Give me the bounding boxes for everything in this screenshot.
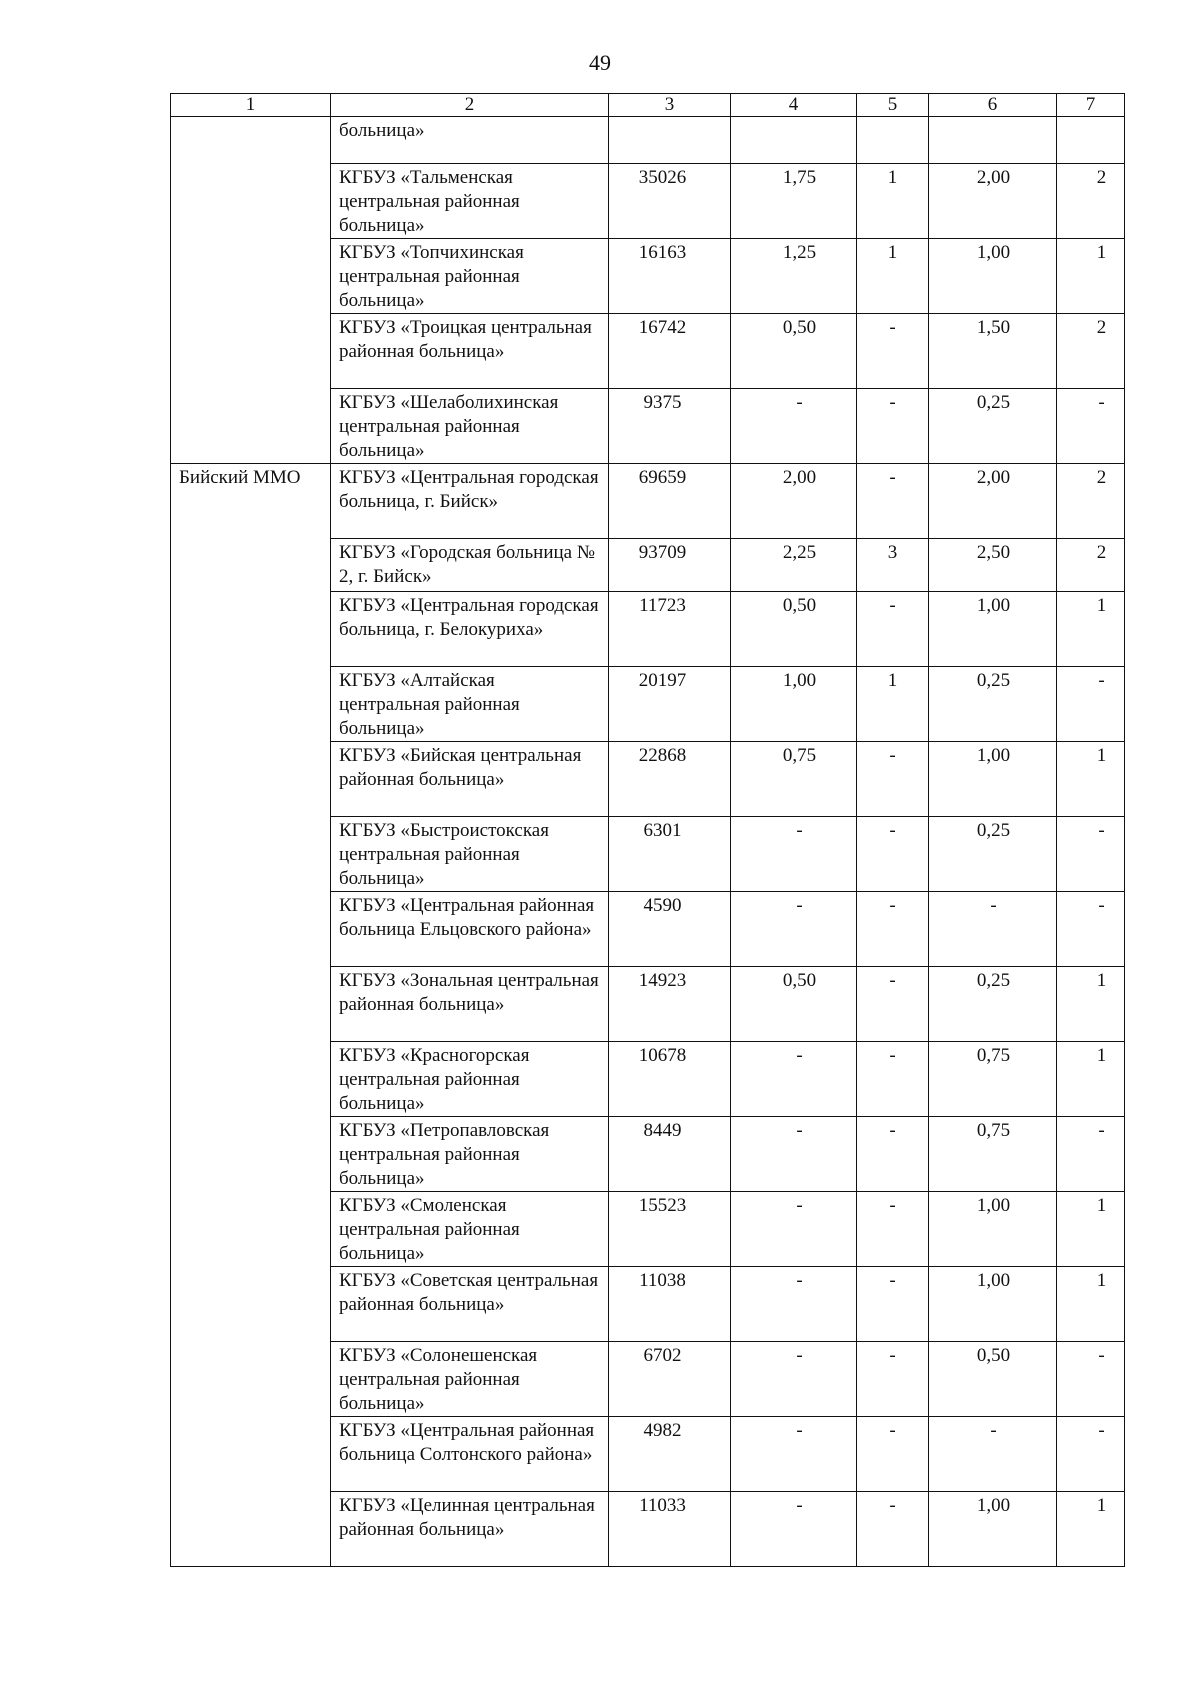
value-cell <box>731 117 857 164</box>
value-cell: - <box>857 742 929 817</box>
value-cell: 0,25 <box>929 389 1057 464</box>
population-cell: 11038 <box>609 1267 731 1342</box>
population-cell: 9375 <box>609 389 731 464</box>
value-cell: 2,00 <box>929 464 1057 539</box>
value-cell: - <box>731 1267 857 1342</box>
value-cell: 1 <box>1057 239 1125 314</box>
value-cell: - <box>1057 1117 1125 1192</box>
value-cell: - <box>731 892 857 967</box>
hospital-name-cell: КГБУЗ «Топчихинская центральная районная больница» <box>331 239 609 314</box>
value-cell: - <box>731 389 857 464</box>
value-cell: 0,50 <box>731 967 857 1042</box>
population-cell: 11723 <box>609 592 731 667</box>
value-cell: 2 <box>1057 539 1125 592</box>
value-cell: 2,25 <box>731 539 857 592</box>
hospital-name-cell: КГБУЗ «Бийская центральная районная больница» <box>331 742 609 817</box>
value-cell: - <box>929 1417 1057 1492</box>
value-cell: - <box>857 817 929 892</box>
value-cell: 2 <box>1057 164 1125 239</box>
value-cell: 0,75 <box>929 1042 1057 1117</box>
value-cell: 1 <box>1057 967 1125 1042</box>
value-cell: 0,25 <box>929 967 1057 1042</box>
value-cell: - <box>857 1267 929 1342</box>
column-header: 5 <box>857 94 929 117</box>
value-cell: - <box>857 389 929 464</box>
value-cell: - <box>1057 1417 1125 1492</box>
population-cell: 6702 <box>609 1342 731 1417</box>
value-cell: 1,00 <box>929 1492 1057 1567</box>
district-cell: Бийский ММО <box>171 464 331 1567</box>
table-header-row <box>171 94 1125 117</box>
value-cell: - <box>857 892 929 967</box>
value-cell: - <box>857 1342 929 1417</box>
value-cell: 1 <box>857 667 929 742</box>
value-cell <box>1057 117 1125 164</box>
value-cell: - <box>731 817 857 892</box>
value-cell: 0,75 <box>731 742 857 817</box>
value-cell: 1,00 <box>929 742 1057 817</box>
value-cell: - <box>857 314 929 389</box>
population-cell <box>609 117 731 164</box>
value-cell: - <box>731 1042 857 1117</box>
hospital-name-cell: КГБУЗ «Тальменская центральная районная больница» <box>331 164 609 239</box>
population-cell: 8449 <box>609 1117 731 1192</box>
population-cell: 93709 <box>609 539 731 592</box>
value-cell: - <box>1057 1342 1125 1417</box>
value-cell <box>857 117 929 164</box>
column-header: 7 <box>1057 94 1125 117</box>
value-cell: 1 <box>1057 592 1125 667</box>
hospital-name-cell: КГБУЗ «Алтайская центральная районная больница» <box>331 667 609 742</box>
value-cell: 1,00 <box>929 239 1057 314</box>
value-cell: 2,00 <box>731 464 857 539</box>
population-cell: 35026 <box>609 164 731 239</box>
hospital-name-cell: КГБУЗ «Зональная центральная районная больница» <box>331 967 609 1042</box>
value-cell: 2,50 <box>929 539 1057 592</box>
value-cell: 2,00 <box>929 164 1057 239</box>
population-cell: 10678 <box>609 1042 731 1117</box>
population-cell: 4590 <box>609 892 731 967</box>
value-cell: 1 <box>1057 1267 1125 1342</box>
population-cell: 4982 <box>609 1417 731 1492</box>
value-cell: 0,25 <box>929 817 1057 892</box>
value-cell: 1,00 <box>929 1267 1057 1342</box>
value-cell: 2 <box>1057 314 1125 389</box>
value-cell: 1 <box>1057 742 1125 817</box>
value-cell: - <box>857 592 929 667</box>
value-cell: - <box>731 1417 857 1492</box>
value-cell: - <box>929 892 1057 967</box>
value-cell: 1 <box>857 164 929 239</box>
value-cell: 1,00 <box>929 592 1057 667</box>
district-cell <box>171 117 331 464</box>
hospital-staffing-table <box>170 93 1125 1567</box>
population-cell: 69659 <box>609 464 731 539</box>
table-row <box>171 464 1125 539</box>
population-cell: 16163 <box>609 239 731 314</box>
page-number: 49 <box>589 50 611 75</box>
value-cell: - <box>857 464 929 539</box>
hospital-name-cell: КГБУЗ «Советская центральная районная больница» <box>331 1267 609 1342</box>
value-cell: 1 <box>1057 1492 1125 1567</box>
value-cell: - <box>857 1192 929 1267</box>
column-header: 3 <box>609 94 731 117</box>
value-cell: 1,00 <box>929 1192 1057 1267</box>
value-cell: - <box>1057 667 1125 742</box>
value-cell: 1,50 <box>929 314 1057 389</box>
value-cell: - <box>857 1042 929 1117</box>
value-cell: 1 <box>1057 1192 1125 1267</box>
population-cell: 11033 <box>609 1492 731 1567</box>
value-cell: - <box>1057 389 1125 464</box>
hospital-name-cell: КГБУЗ «Центральная районная больница Солтонского района» <box>331 1417 609 1492</box>
value-cell: 0,50 <box>731 314 857 389</box>
value-cell: - <box>731 1117 857 1192</box>
table-row <box>171 117 1125 164</box>
value-cell: - <box>857 1492 929 1567</box>
population-cell: 16742 <box>609 314 731 389</box>
population-cell: 14923 <box>609 967 731 1042</box>
hospital-name-cell: КГБУЗ «Смоленская центральная районная больница» <box>331 1192 609 1267</box>
hospital-name-cell: КГБУЗ «Быстроистокская центральная районная больница» <box>331 817 609 892</box>
hospital-name-cell: КГБУЗ «Шелаболихинская центральная районная больница» <box>331 389 609 464</box>
value-cell: 0,75 <box>929 1117 1057 1192</box>
value-cell: 0,50 <box>929 1342 1057 1417</box>
value-cell: - <box>731 1342 857 1417</box>
column-header: 4 <box>731 94 857 117</box>
hospital-name-cell: КГБУЗ «Петропавловская центральная районная больница» <box>331 1117 609 1192</box>
column-header: 6 <box>929 94 1057 117</box>
value-cell: - <box>731 1192 857 1267</box>
column-header: 1 <box>171 94 331 117</box>
value-cell: 3 <box>857 539 929 592</box>
population-cell: 22868 <box>609 742 731 817</box>
value-cell: - <box>1057 817 1125 892</box>
value-cell: 2 <box>1057 464 1125 539</box>
hospital-name-cell: КГБУЗ «Центральная городская больница, г. Белокуриха» <box>331 592 609 667</box>
value-cell: - <box>857 967 929 1042</box>
hospital-name-cell: больница» <box>331 117 609 164</box>
hospital-name-cell: КГБУЗ «Центральная городская больница, г. Бийск» <box>331 464 609 539</box>
value-cell: 1,00 <box>731 667 857 742</box>
hospital-name-cell: КГБУЗ «Троицкая центральная районная больница» <box>331 314 609 389</box>
hospital-name-cell: КГБУЗ «Центральная районная больница Ельцовского района» <box>331 892 609 967</box>
value-cell: - <box>731 1492 857 1567</box>
hospital-name-cell: КГБУЗ «Целинная центральная районная больница» <box>331 1492 609 1567</box>
value-cell: 1 <box>857 239 929 314</box>
population-cell: 20197 <box>609 667 731 742</box>
hospital-name-cell: КГБУЗ «Городская больница № 2, г. Бийск» <box>331 539 609 592</box>
value-cell: 1,25 <box>731 239 857 314</box>
value-cell: 1,75 <box>731 164 857 239</box>
population-cell: 15523 <box>609 1192 731 1267</box>
value-cell <box>929 117 1057 164</box>
value-cell: - <box>857 1117 929 1192</box>
value-cell: 1 <box>1057 1042 1125 1117</box>
value-cell: - <box>1057 892 1125 967</box>
hospital-name-cell: КГБУЗ «Красногорская центральная районная больница» <box>331 1042 609 1117</box>
hospital-name-cell: КГБУЗ «Солонешенская центральная районная больница» <box>331 1342 609 1417</box>
population-cell: 6301 <box>609 817 731 892</box>
value-cell: 0,25 <box>929 667 1057 742</box>
value-cell: - <box>857 1417 929 1492</box>
value-cell: 0,50 <box>731 592 857 667</box>
column-header: 2 <box>331 94 609 117</box>
